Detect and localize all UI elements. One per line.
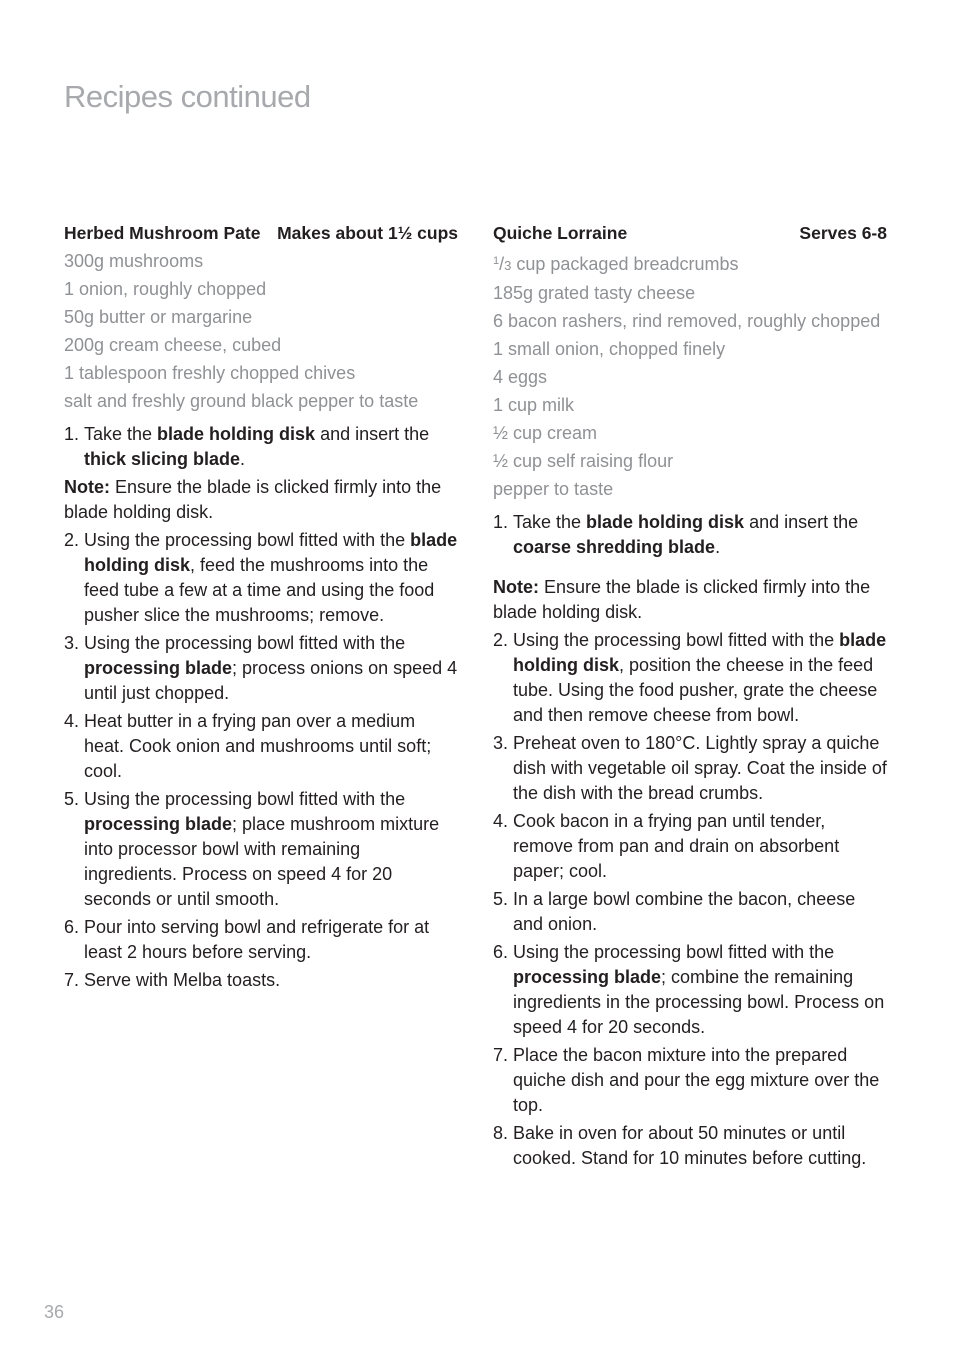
- method-step: [493, 887, 887, 937]
- method-steps: [493, 510, 887, 560]
- method-step: [64, 787, 458, 912]
- note-text: Ensure the blade is clicked firmly into the blade holding disk.: [64, 477, 442, 522]
- step-number: 6.: [64, 917, 80, 937]
- step-text: Using the processing bowl fitted with the blade holding disk, position the cheese in the feed tube. Using the food pusher, grate the cheese and then remove cheese from bowl.: [513, 630, 887, 725]
- page-title: Recipes continued: [64, 78, 311, 114]
- method-steps: [493, 628, 887, 1171]
- method-step: [493, 731, 887, 806]
- ingredient-item: 1 cup milk: [493, 395, 575, 415]
- note-label: Note:: [64, 477, 110, 497]
- step-number: 8.: [493, 1123, 509, 1143]
- note: [493, 575, 887, 625]
- recipe-header: [493, 221, 887, 249]
- page-number: 36: [44, 1302, 65, 1322]
- method-step: [493, 1121, 887, 1171]
- ingredient-item: ½ cup cream: [493, 423, 598, 443]
- step-number: 4.: [64, 711, 80, 731]
- step-text: Bake in oven for about 50 minutes or until cooked. Stand for 10 minutes before cutting.: [513, 1123, 867, 1168]
- step-number: 3.: [493, 733, 509, 753]
- ingredient-item: 1 small onion, chopped finely: [493, 339, 726, 359]
- ingredient-list: [64, 249, 458, 414]
- note: [64, 475, 458, 525]
- method-step: [493, 1043, 887, 1118]
- recipe-yield: Makes about 1½ cups: [277, 223, 458, 243]
- step-text: Place the bacon mixture into the prepared quiche dish and pour the egg mixture over the top.: [513, 1045, 880, 1115]
- method-step: [493, 940, 887, 1040]
- method-step: [64, 915, 458, 965]
- method-step: [64, 631, 458, 706]
- step-text: Cook bacon in a frying pan until tender, remove from pan and drain on absorbent paper; cool.: [513, 811, 840, 881]
- method-step: [493, 809, 887, 884]
- method-step: [493, 510, 887, 560]
- method-steps: [64, 422, 458, 472]
- method-step: [493, 628, 887, 728]
- step-text: Take the blade holding disk and insert the coarse shredding blade.: [513, 512, 859, 557]
- step-text: Using the processing bowl fitted with the processing blade; combine the remaining ingredients in the processing bowl. Process on speed 4 for 20 seconds.: [513, 942, 885, 1037]
- ingredient-item: salt and freshly ground black pepper to taste: [64, 391, 419, 411]
- ingredient-item: 200g cream cheese, cubed: [64, 335, 282, 355]
- ingredient-item: 300g mushrooms: [64, 251, 204, 271]
- step-number: 4.: [493, 811, 509, 831]
- step-text: In a large bowl combine the bacon, cheese and onion.: [513, 889, 856, 934]
- step-text: Pour into serving bowl and refrigerate for at least 2 hours before serving.: [84, 917, 430, 962]
- method-steps: [64, 528, 458, 993]
- step-text: Using the processing bowl fitted with the blade holding disk, feed the mushrooms into the feed tube a few at a time and using the food pusher slice the mushrooms; remove.: [84, 530, 458, 625]
- note-label: Note:: [493, 577, 539, 597]
- recipe-herbed-mushroom-pate: [64, 221, 458, 996]
- step-number: 3.: [64, 633, 80, 653]
- step-text: Serve with Melba toasts.: [84, 970, 281, 990]
- ingredient-item: 1 onion, roughly chopped: [64, 279, 267, 299]
- step-number: 7.: [64, 970, 80, 990]
- recipe-header: [64, 221, 458, 249]
- step-text: Heat butter in a frying pan over a medium heat. Cook onion and mushrooms until soft; cool.: [84, 711, 432, 781]
- recipe-name: Herbed Mushroom Pate: [64, 223, 261, 243]
- ingredient-item: 1 tablespoon freshly chopped chives: [64, 363, 356, 383]
- method-step: [64, 422, 458, 472]
- step-number: 1.: [64, 424, 80, 444]
- ingredient-item: 4 eggs: [493, 367, 548, 387]
- recipe-name: Quiche Lorraine: [493, 223, 628, 243]
- step-number: 5.: [493, 889, 509, 909]
- step-text: Using the processing bowl fitted with the processing blade; process onions on speed 4 until just chopped.: [84, 633, 458, 703]
- note-text: Ensure the blade is clicked firmly into the blade holding disk.: [493, 577, 871, 622]
- step-number: 5.: [64, 789, 80, 809]
- method-step: [64, 709, 458, 784]
- step-number: 2.: [493, 630, 509, 650]
- ingredient-item: 185g grated tasty cheese: [493, 283, 696, 303]
- method-step: [64, 528, 458, 628]
- step-number: 7.: [493, 1045, 509, 1065]
- recipe-quiche-lorraine: [493, 221, 887, 1174]
- step-number: 2.: [64, 530, 80, 550]
- ingredient-list: [493, 249, 887, 502]
- ingredient-item: $^1$/3 cup packaged breadcrumbs: [493, 254, 739, 274]
- step-number: 6.: [493, 942, 509, 962]
- ingredient-item: 6 bacon rashers, rind removed, roughly chopped: [493, 311, 881, 331]
- step-text: Take the blade holding disk and insert the thick slicing blade.: [84, 424, 430, 469]
- step-number: 1.: [493, 512, 509, 532]
- step-text: Using the processing bowl fitted with the processing blade; place mushroom mixture into processor bowl with remaining ingredients. Process on speed 4 for 20 seconds or until smooth.: [84, 789, 440, 909]
- recipe-yield: Serves 6-8: [799, 223, 887, 243]
- ingredient-item: ½ cup self raising flour: [493, 451, 674, 471]
- step-text: Preheat oven to 180°C. Lightly spray a quiche dish with vegetable oil spray. Coat the inside of the dish with the bread crumbs.: [513, 733, 887, 803]
- method-step: [64, 968, 458, 993]
- ingredient-item: 50g butter or margarine: [64, 307, 253, 327]
- ingredient-item: pepper to taste: [493, 479, 614, 499]
